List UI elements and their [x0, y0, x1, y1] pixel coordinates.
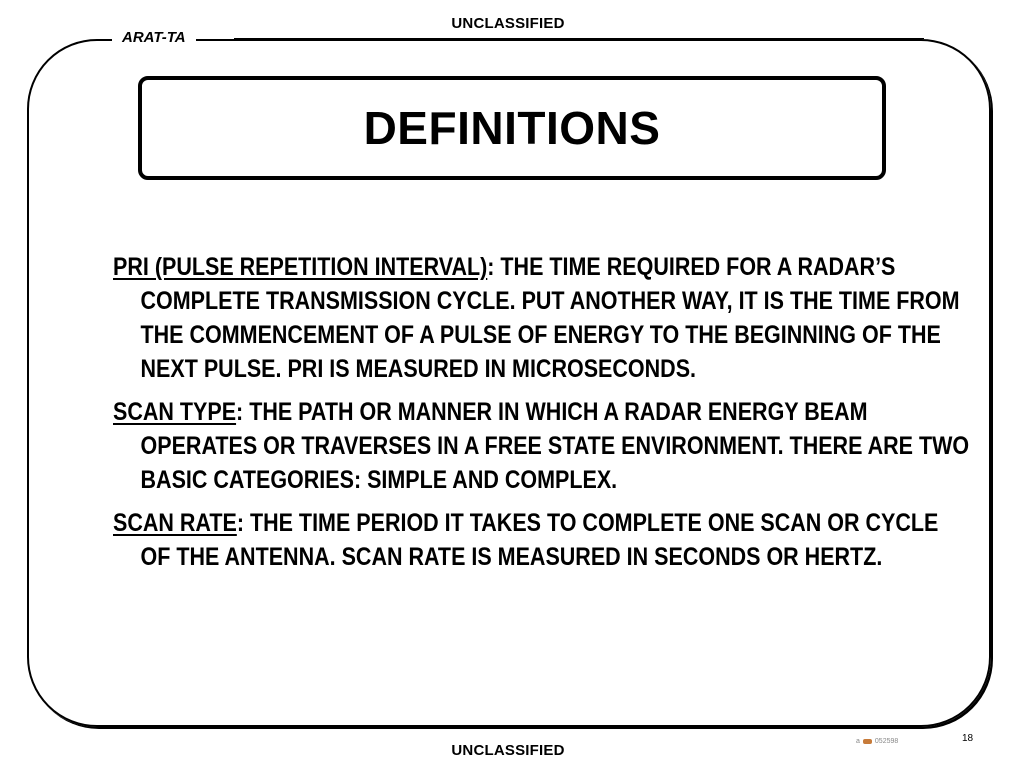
stamp-code: 052598 [874, 738, 899, 745]
frame-top-rule [234, 38, 924, 41]
title-box [138, 76, 886, 180]
definition-pri [113, 250, 970, 386]
classification-bottom: UNCLASSIFIED [451, 742, 565, 759]
page-title: DEFINITIONS [363, 102, 661, 154]
definition-scan-type [113, 395, 970, 497]
definition-text: : THE TIME PERIOD IT TAKES TO COMPLETE ONE SCAN OR CYCLE OF THE ANTENNA. SCAN RATE IS MEASURED IN SECONDS OR HERTZ. [140, 509, 939, 571]
definition-text: : THE PATH OR MANNER IN WHICH A RADAR ENERGY BEAM OPERATES OR TRAVERSES IN A FREE STATE ENVIRONMENT. THERE ARE TWO BASIC CATEGORIES: SIMPLE AND COMPLEX. [140, 398, 970, 494]
definition-scan-rate [113, 506, 970, 574]
definition-text: : THE TIME REQUIRED FOR A RADAR’S COMPLETE TRANSMISSION CYCLE. PUT ANOTHER WAY, IT IS THE TIME FROM THE COMMENCEMENT OF A PULSE OF ENERGY TO THE BEGINNING OF THE NEXT PULSE. PRI IS MEASURED IN MICROSECONDS. [140, 253, 960, 383]
definitions-list [113, 250, 970, 583]
page-number: 18 [962, 733, 974, 744]
definition-term: PRI (PULSE REPETITION INTERVAL) [113, 253, 488, 281]
stamp-prefix: a [856, 738, 860, 745]
frame-tag: ARAT-TA [112, 29, 196, 47]
definition-term: SCAN RATE [113, 509, 237, 537]
definition-term: SCAN TYPE [113, 398, 237, 426]
classification-top: UNCLASSIFIED [451, 15, 565, 32]
